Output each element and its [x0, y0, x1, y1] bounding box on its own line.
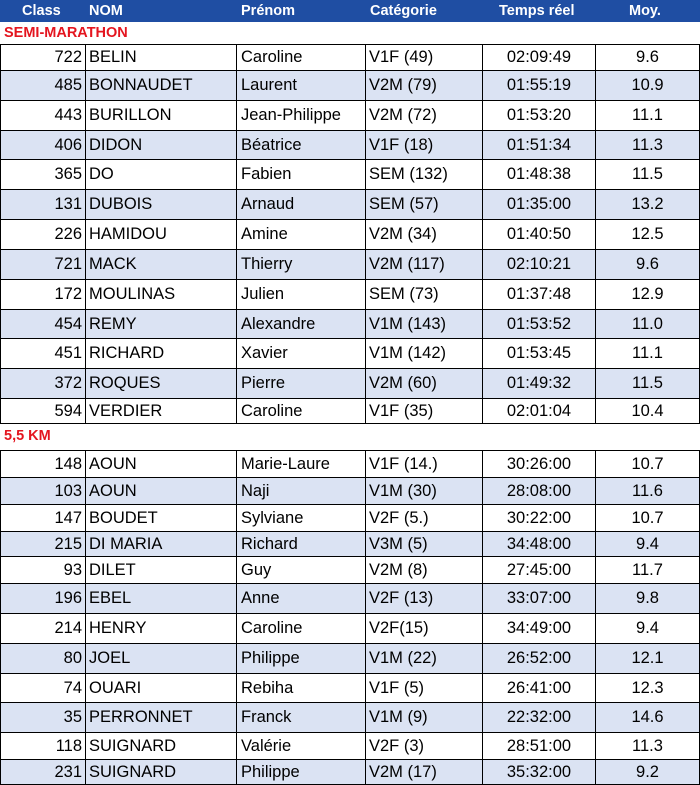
cell-prenom: Arnaud	[237, 190, 366, 219]
cell-moy: 9.6	[596, 45, 700, 70]
cell-prenom: Julien	[237, 280, 366, 309]
col-header-class: Class	[22, 3, 61, 19]
cell-moy: 12.3	[596, 674, 700, 702]
cell-prenom: Alexandre	[237, 310, 366, 338]
section-title-5km: 5,5 KM	[4, 428, 51, 444]
cell-class: 215	[1, 532, 86, 556]
table-row	[0, 703, 700, 733]
cell-temps: 01:53:20	[483, 101, 596, 130]
cell-nom: MOULINAS	[86, 280, 237, 309]
table-row	[0, 584, 700, 614]
table-row	[0, 310, 700, 339]
cell-temps: 26:52:00	[483, 644, 596, 673]
cell-categorie: V2M (34)	[366, 220, 483, 249]
col-header-prenom: Prénom	[241, 3, 295, 19]
cell-prenom: Sylviane	[237, 505, 366, 531]
cell-prenom: Xavier	[237, 339, 366, 368]
cell-temps: 02:10:21	[483, 250, 596, 279]
cell-nom: MACK	[86, 250, 237, 279]
cell-temps: 02:01:04	[483, 399, 596, 423]
cell-temps: 01:51:34	[483, 131, 596, 159]
cell-temps: 01:55:19	[483, 71, 596, 100]
cell-categorie: V1F (35)	[366, 399, 483, 423]
cell-prenom: Marie-Laure	[237, 451, 366, 477]
cell-class: 74	[1, 674, 86, 702]
cell-nom: AOUN	[86, 451, 237, 477]
cell-categorie: V1M (143)	[366, 310, 483, 338]
cell-categorie: V1F (5)	[366, 674, 483, 702]
col-header-temps: Temps réel	[499, 3, 575, 19]
cell-class: 118	[1, 733, 86, 759]
table-row	[0, 478, 700, 505]
col-header-nom: NOM	[89, 3, 123, 19]
cell-categorie: V1M (142)	[366, 339, 483, 368]
cell-class: 131	[1, 190, 86, 219]
cell-moy: 10.4	[596, 399, 700, 423]
cell-moy: 10.7	[596, 505, 700, 531]
cell-moy: 11.0	[596, 310, 700, 338]
cell-class: 35	[1, 703, 86, 732]
table-row	[0, 45, 700, 71]
cell-nom: SUIGNARD	[86, 733, 237, 759]
cell-nom: DUBOIS	[86, 190, 237, 219]
cell-nom: REMY	[86, 310, 237, 338]
cell-moy: 11.1	[596, 101, 700, 130]
results-table-5km	[0, 450, 700, 785]
results-table-semi	[0, 44, 700, 424]
cell-moy: 11.5	[596, 160, 700, 189]
cell-temps: 30:22:00	[483, 505, 596, 531]
cell-moy: 11.3	[596, 131, 700, 159]
cell-prenom: Thierry	[237, 250, 366, 279]
cell-class: 721	[1, 250, 86, 279]
cell-prenom: Pierre	[237, 369, 366, 398]
table-row	[0, 644, 700, 674]
cell-prenom: Caroline	[237, 45, 366, 70]
cell-class: 196	[1, 584, 86, 613]
col-header-moy: Moy.	[629, 3, 661, 19]
cell-moy: 11.1	[596, 339, 700, 368]
header-row	[0, 0, 700, 22]
cell-class: 226	[1, 220, 86, 249]
cell-categorie: V2F (13)	[366, 584, 483, 613]
table-row	[0, 557, 700, 584]
cell-moy: 12.1	[596, 644, 700, 673]
cell-moy: 13.2	[596, 190, 700, 219]
cell-nom: EBEL	[86, 584, 237, 613]
cell-nom: DIDON	[86, 131, 237, 159]
cell-temps: 34:48:00	[483, 532, 596, 556]
table-row	[0, 451, 700, 478]
cell-class: 231	[1, 760, 86, 784]
cell-temps: 27:45:00	[483, 557, 596, 583]
cell-categorie: V2F (5.)	[366, 505, 483, 531]
col-header-categorie: Catégorie	[370, 3, 437, 19]
cell-prenom: Philippe	[237, 644, 366, 673]
cell-class: 443	[1, 101, 86, 130]
table-row	[0, 220, 700, 250]
section-title-semi: SEMI-MARATHON	[4, 25, 128, 41]
cell-class: 594	[1, 399, 86, 423]
table-row	[0, 250, 700, 280]
table-row	[0, 369, 700, 399]
cell-categorie: V1M (30)	[366, 478, 483, 504]
cell-temps: 34:49:00	[483, 614, 596, 643]
cell-nom: BELIN	[86, 45, 237, 70]
cell-class: 214	[1, 614, 86, 643]
cell-prenom: Valérie	[237, 733, 366, 759]
table-row	[0, 505, 700, 532]
cell-prenom: Anne	[237, 584, 366, 613]
cell-temps: 01:37:48	[483, 280, 596, 309]
cell-categorie: V1F (49)	[366, 45, 483, 70]
cell-temps: 01:35:00	[483, 190, 596, 219]
cell-categorie: V2M (79)	[366, 71, 483, 100]
cell-prenom: Philippe	[237, 760, 366, 784]
table-row	[0, 131, 700, 160]
cell-categorie: V2M (8)	[366, 557, 483, 583]
table-row	[0, 160, 700, 190]
cell-moy: 11.3	[596, 733, 700, 759]
cell-moy: 11.6	[596, 478, 700, 504]
cell-temps: 01:53:45	[483, 339, 596, 368]
cell-prenom: Franck	[237, 703, 366, 732]
cell-nom: DO	[86, 160, 237, 189]
cell-nom: SUIGNARD	[86, 760, 237, 784]
cell-categorie: V1F (18)	[366, 131, 483, 159]
cell-temps: 22:32:00	[483, 703, 596, 732]
table-row	[0, 532, 700, 557]
table-row	[0, 399, 700, 424]
cell-nom: OUARI	[86, 674, 237, 702]
table-row	[0, 674, 700, 703]
cell-prenom: Caroline	[237, 614, 366, 643]
cell-class: 451	[1, 339, 86, 368]
cell-categorie: SEM (57)	[366, 190, 483, 219]
cell-moy: 10.9	[596, 71, 700, 100]
cell-temps: 26:41:00	[483, 674, 596, 702]
cell-moy: 14.6	[596, 703, 700, 732]
cell-temps: 30:26:00	[483, 451, 596, 477]
cell-temps: 28:51:00	[483, 733, 596, 759]
cell-class: 172	[1, 280, 86, 309]
cell-class: 485	[1, 71, 86, 100]
table-row	[0, 339, 700, 369]
cell-prenom: Laurent	[237, 71, 366, 100]
table-row	[0, 190, 700, 220]
cell-class: 406	[1, 131, 86, 159]
cell-nom: DILET	[86, 557, 237, 583]
cell-moy: 9.4	[596, 614, 700, 643]
cell-moy: 11.5	[596, 369, 700, 398]
cell-nom: DI MARIA	[86, 532, 237, 556]
cell-categorie: V2M (72)	[366, 101, 483, 130]
cell-temps: 02:09:49	[483, 45, 596, 70]
cell-categorie: V1M (9)	[366, 703, 483, 732]
cell-class: 148	[1, 451, 86, 477]
cell-nom: ROQUES	[86, 369, 237, 398]
cell-temps: 33:07:00	[483, 584, 596, 613]
cell-class: 80	[1, 644, 86, 673]
cell-nom: BONNAUDET	[86, 71, 237, 100]
cell-prenom: Fabien	[237, 160, 366, 189]
cell-moy: 9.8	[596, 584, 700, 613]
cell-prenom: Rebiha	[237, 674, 366, 702]
cell-prenom: Béatrice	[237, 131, 366, 159]
cell-prenom: Jean-Philippe	[237, 101, 366, 130]
cell-categorie: V1F (14.)	[366, 451, 483, 477]
cell-prenom: Amine	[237, 220, 366, 249]
cell-categorie: SEM (132)	[366, 160, 483, 189]
table-row	[0, 733, 700, 760]
cell-class: 365	[1, 160, 86, 189]
cell-moy: 12.9	[596, 280, 700, 309]
table-row	[0, 101, 700, 131]
cell-class: 722	[1, 45, 86, 70]
cell-categorie: V2F(15)	[366, 614, 483, 643]
table-row	[0, 71, 700, 101]
cell-temps: 01:48:38	[483, 160, 596, 189]
cell-moy: 12.5	[596, 220, 700, 249]
table-row	[0, 614, 700, 644]
cell-class: 103	[1, 478, 86, 504]
cell-nom: JOEL	[86, 644, 237, 673]
cell-categorie: V2M (60)	[366, 369, 483, 398]
cell-prenom: Richard	[237, 532, 366, 556]
cell-moy: 9.6	[596, 250, 700, 279]
table-row	[0, 280, 700, 310]
cell-temps: 01:53:52	[483, 310, 596, 338]
cell-moy: 11.7	[596, 557, 700, 583]
cell-temps: 28:08:00	[483, 478, 596, 504]
cell-categorie: V3M (5)	[366, 532, 483, 556]
cell-class: 93	[1, 557, 86, 583]
cell-categorie: SEM (73)	[366, 280, 483, 309]
cell-nom: HENRY	[86, 614, 237, 643]
cell-prenom: Naji	[237, 478, 366, 504]
cell-prenom: Caroline	[237, 399, 366, 423]
cell-categorie: V2M (17)	[366, 760, 483, 784]
cell-nom: BOUDET	[86, 505, 237, 531]
cell-class: 147	[1, 505, 86, 531]
cell-temps: 01:40:50	[483, 220, 596, 249]
cell-class: 372	[1, 369, 86, 398]
cell-nom: RICHARD	[86, 339, 237, 368]
cell-moy: 9.2	[596, 760, 700, 784]
cell-categorie: V2M (117)	[366, 250, 483, 279]
cell-nom: AOUN	[86, 478, 237, 504]
cell-nom: BURILLON	[86, 101, 237, 130]
cell-nom: VERDIER	[86, 399, 237, 423]
cell-categorie: V1M (22)	[366, 644, 483, 673]
cell-nom: PERRONNET	[86, 703, 237, 732]
cell-prenom: Guy	[237, 557, 366, 583]
cell-class: 454	[1, 310, 86, 338]
cell-categorie: V2F (3)	[366, 733, 483, 759]
cell-nom: HAMIDOU	[86, 220, 237, 249]
cell-moy: 9.4	[596, 532, 700, 556]
cell-moy: 10.7	[596, 451, 700, 477]
table-row	[0, 760, 700, 785]
cell-temps: 01:49:32	[483, 369, 596, 398]
cell-temps: 35:32:00	[483, 760, 596, 784]
